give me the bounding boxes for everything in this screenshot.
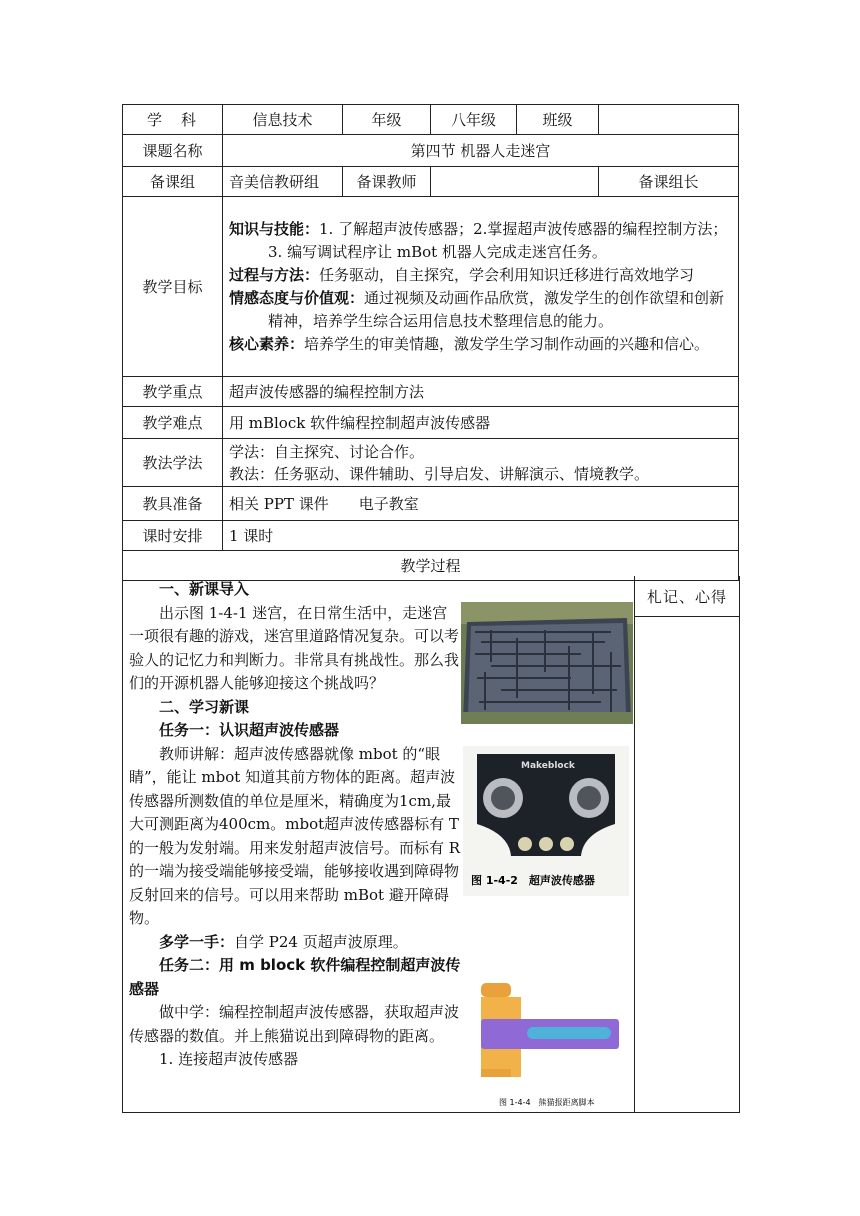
tools-value: 相关 PPT 课件 电子教室 bbox=[223, 487, 739, 521]
method-value: 学法：自主探究、讨论合作。 教法：任务驱动、课件辅助、引导启发、讲解演示、情境教学。 bbox=[223, 439, 739, 487]
sensor-caption: 图 1-4-2 超声波传感器 bbox=[471, 874, 595, 887]
notes-column bbox=[634, 576, 739, 1112]
topic-value: 第四节 机器人走迷宫 bbox=[223, 135, 739, 167]
task1-title: 任务一：认识超声波传感器 bbox=[159, 721, 340, 739]
subject-label: 学 科 bbox=[123, 105, 223, 135]
task2-text: 做中学：编程控制超声波传感器，获取超声波传感器的数值。并上熊猫说出到障碍物的距离。 bbox=[129, 1003, 460, 1045]
group-value: 音美信教研组 bbox=[223, 167, 343, 197]
task2-title: 任务二：用 m block 软件编程控制超声波传感器 bbox=[129, 956, 461, 998]
lesson-plan-header bbox=[122, 104, 738, 581]
goals-label: 教学目标 bbox=[123, 197, 223, 377]
key-point-value: 超声波传感器的编程控制方法 bbox=[223, 377, 739, 407]
step-1: 1. 连接超声波传感器 bbox=[159, 1050, 299, 1068]
notes-heading: 札记、心得 bbox=[635, 576, 739, 617]
process-section bbox=[122, 576, 740, 1113]
schedule-value: 1 课时 bbox=[223, 521, 739, 551]
task1-text: 教师讲解：超声波传感器就像 mbot 的“眼睛”，能让 mbot 知道其前方物体的距离。超声波传感器所测数值的单位是厘米，精确度为1cm,最大可测距离为400cm。mbot超声波传感器标有 T 的一般为发射端。用来发射超声波信号。而标有 R 的一端为接受端能够接受端，能够接收遇到障碍物反射回来的信号。可以用来帮助 mBot 避开障碍物。 bbox=[129, 744, 461, 927]
section-intro-text: 出示图 1-4-1 迷宫，在日常生活中，走迷宫一项很有趣的游戏，迷宫里道路情况复杂。可以考验人的记忆力和判断力。非常具有挑战性。那么我们的开源机器人能够迎接这个挑战吗？ bbox=[129, 603, 460, 692]
goal-core: 核心素养：培养学生的审美情趣，激发学生学习制作动画的兴趣和信心。 bbox=[229, 334, 710, 353]
goal-knowledge: 知识与技能：1. 了解超声波传感器；2.掌握超声波传感器的编程控制方法；3. 编写调试程序让 mBot 机器人完成走迷宫任务。 bbox=[229, 219, 728, 261]
process-text bbox=[129, 578, 623, 1072]
section-intro-title: 一、新课导入 bbox=[159, 580, 250, 598]
leader-label: 备课组长 bbox=[599, 167, 739, 197]
subject-value: 信息技术 bbox=[223, 105, 343, 135]
class-label: 班级 bbox=[517, 105, 599, 135]
goals-content bbox=[223, 197, 739, 377]
difficulty-label: 教学难点 bbox=[123, 407, 223, 439]
method-label: 教法学法 bbox=[123, 439, 223, 487]
process-heading: 教学过程 bbox=[123, 551, 739, 581]
teacher-label: 备课教师 bbox=[343, 167, 431, 197]
topic-label: 课题名称 bbox=[123, 135, 223, 167]
grade-value: 八年级 bbox=[431, 105, 517, 135]
difficulty-value: 用 mBlock 软件编程控制超声波传感器 bbox=[223, 407, 739, 439]
more-learning: 多学一手：自学 P24 页超声波原理。 bbox=[159, 932, 408, 951]
goal-attitude: 情感态度与价值观：通过视频及动画作品欣赏，激发学生的创作欲望和创新精神，培养学生综合运用信息技术整理信息的能力。 bbox=[229, 288, 725, 330]
sensor-brand: Makeblock bbox=[521, 761, 575, 771]
section-new-lesson-title: 二、学习新课 bbox=[159, 697, 250, 716]
key-point-label: 教学重点 bbox=[123, 377, 223, 407]
goal-process: 过程与方法：任务驱动，自主探究，学会利用知识迁移进行高效地学习 bbox=[229, 265, 695, 284]
script-caption: 图 1-4-4 熊猫报距离脚本 bbox=[499, 1098, 595, 1107]
schedule-label: 课时安排 bbox=[123, 521, 223, 551]
group-label: 备课组 bbox=[123, 167, 223, 197]
grade-label: 年级 bbox=[343, 105, 431, 135]
info-table bbox=[122, 104, 739, 581]
teacher-value bbox=[431, 167, 599, 197]
tools-label: 教具准备 bbox=[123, 487, 223, 521]
class-value bbox=[599, 105, 739, 135]
